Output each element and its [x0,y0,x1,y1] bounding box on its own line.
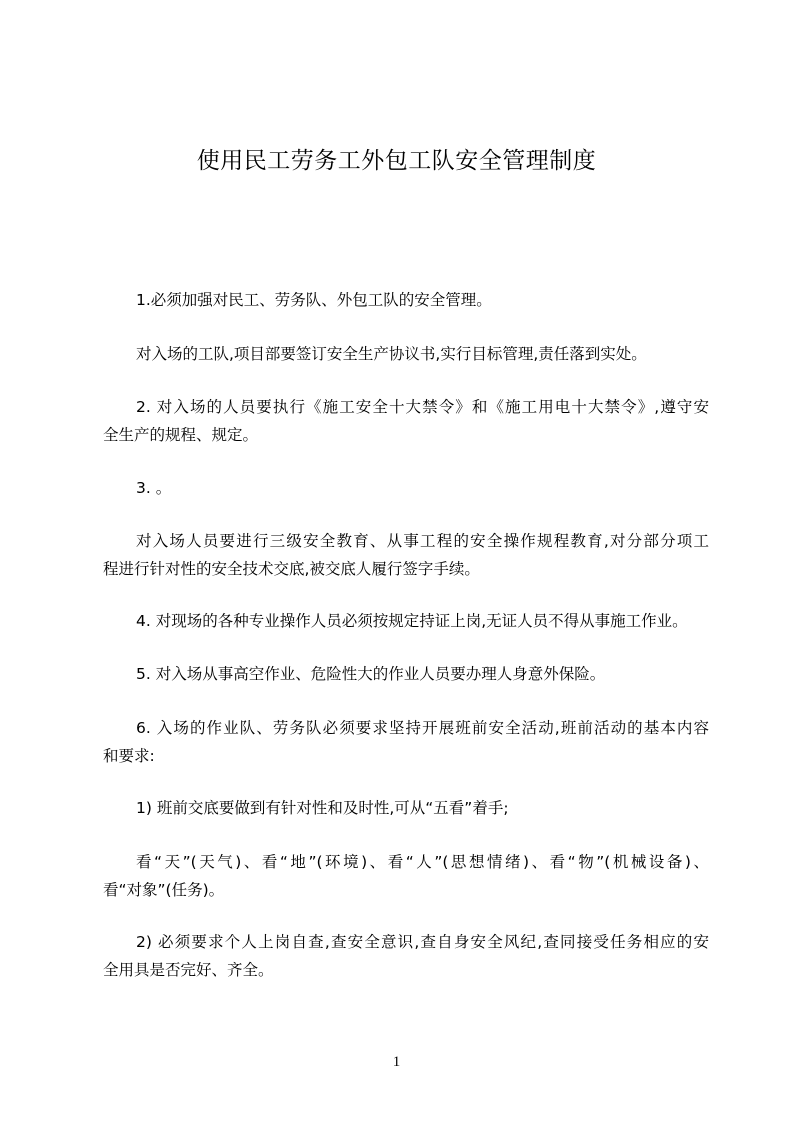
paragraph-line: 对入场的工队,项目部要签订安全生产协议书,实行目标管理,责任落到实处。 [136,345,647,363]
paragraph-11 [103,928,709,984]
paragraph-2 [103,340,709,368]
paragraph-line: 1.必须加强对民工、劳务队、外包工队的安全管理。 [136,291,492,309]
paragraph-line: 看“天”(天气)、看“地”(环境)、看“人”(思想情绪)、看“物”(机械设备)、 [136,853,709,871]
paragraph-line: 5. 对入场从事高空作业、危险性大的作业人员要办理人身意外保险。 [136,665,606,683]
paragraph-9 [103,794,709,822]
paragraph-5 [103,527,709,583]
document-title: 使用民工劳务工外包工队安全管理制度 [196,148,597,174]
paragraph-6 [103,607,709,635]
paragraph-line: 3. 。 [136,479,172,497]
paragraph-line: 看“对象”(任务)。 [103,881,225,899]
paragraph-line: 和要求: [103,747,155,765]
paragraph-line: 全用具是否完好、齐全。 [103,961,274,979]
paragraph-line: 对入场人员要进行三级安全教育、从事工程的安全操作规程教育,对分部分项工 [136,532,709,550]
paragraph-4 [103,474,709,502]
paragraph-line: 2. 对入场的人员要执行《施工安全十大禁令》和《施工用电十大禁令》,遵守安 [136,398,709,416]
page-number: 1 [392,1054,401,1070]
paragraph-8 [103,714,709,770]
paragraph-line: 全生产的规程、规定。 [103,426,259,444]
paragraph-line: 1) 班前交底要做到有针对性和及时性,可从“五看”着手; [136,799,509,817]
paragraph-line: 4. 对现场的各种专业操作人员必须按规定持证上岗,无证人员不得从事施工作业。 [136,612,688,630]
paragraph-3 [103,393,709,449]
paragraph-line: 程进行针对性的安全技术交底,被交底人履行签字手续。 [103,560,480,578]
paragraph-7 [103,660,709,688]
paragraph-10 [103,848,709,904]
paragraph-line: 6. 入场的作业队、劳务队必须要求坚持开展班前安全活动,班前活动的基本内容 [136,719,709,737]
paragraph-1 [103,286,709,314]
paragraph-line: 2) 必须要求个人上岗自查,查安全意识,查自身安全风纪,查同接受任务相应的安 [136,933,709,951]
